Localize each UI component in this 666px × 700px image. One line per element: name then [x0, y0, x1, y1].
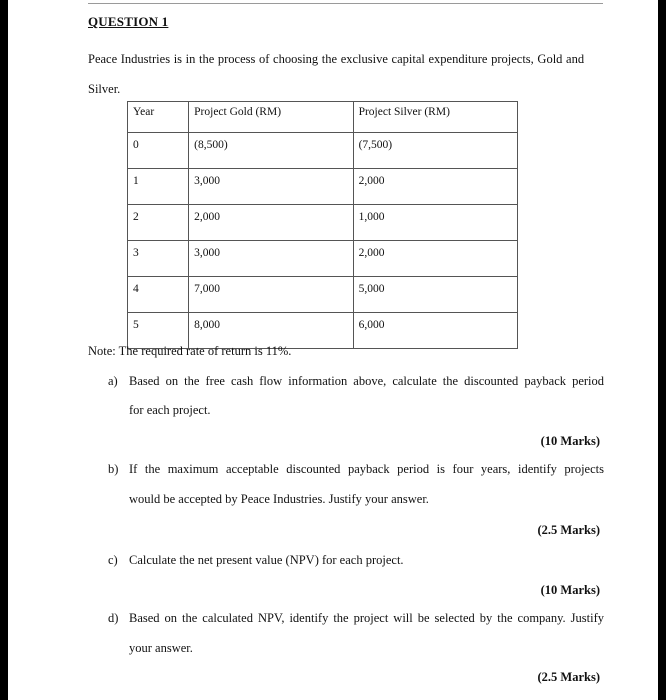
question-a-marks: (10 Marks) — [540, 434, 600, 448]
header-project-gold: Project Gold (RM) — [189, 102, 353, 133]
cell-year: 1 — [128, 169, 189, 205]
cell-year: 0 — [128, 133, 189, 169]
table-row — [128, 169, 518, 205]
cash-flow-table — [127, 101, 518, 349]
cell-year: 4 — [128, 277, 189, 313]
cell-gold: (8,500) — [189, 133, 353, 169]
question-a-continuation: for each project. — [129, 403, 211, 417]
table-header-row — [128, 102, 518, 133]
cell-gold: 8,000 — [189, 313, 353, 349]
question-c-text: Calculate the net present value (NPV) for each project. — [129, 553, 404, 567]
header-year: Year — [128, 102, 189, 133]
cell-silver: 1,000 — [353, 205, 517, 241]
question-d-text: Based on the calculated NPV, identify the project will be selected by the company. Justify — [129, 611, 604, 625]
question-b-marks: (2.5 Marks) — [537, 523, 600, 537]
intro-paragraph: Peace Industries is in the process of choosing the exclusive capital expenditure projects, Gold and Silver. — [88, 52, 585, 96]
question-b-text: If the maximum acceptable discounted payback period is four years, identify projects — [129, 462, 604, 476]
question-d-label: d) — [108, 611, 119, 625]
table-row — [128, 205, 518, 241]
cell-year: 2 — [128, 205, 189, 241]
cell-gold: 2,000 — [189, 205, 353, 241]
cell-gold: 3,000 — [189, 241, 353, 277]
cell-gold: 7,000 — [189, 277, 353, 313]
cell-silver: 5,000 — [353, 277, 517, 313]
document-page — [8, 0, 658, 700]
cell-silver: 2,000 — [353, 169, 517, 205]
header-project-silver: Project Silver (RM) — [353, 102, 517, 133]
question-d-continuation: your answer. — [129, 641, 193, 655]
top-rule — [88, 3, 603, 4]
cell-silver: 2,000 — [353, 241, 517, 277]
question-a-label: a) — [108, 374, 118, 388]
question-c-label: c) — [108, 553, 118, 567]
table-row — [128, 277, 518, 313]
cell-silver: (7,500) — [353, 133, 517, 169]
table-row — [128, 133, 518, 169]
cell-year: 5 — [128, 313, 189, 349]
question-a-text: Based on the free cash flow information above, calculate the discounted payback period — [129, 374, 604, 388]
required-return-note: Note: The required rate of return is 11%. — [88, 344, 292, 358]
cell-silver: 6,000 — [353, 313, 517, 349]
question-d-marks: (2.5 Marks) — [537, 670, 600, 684]
question-c-marks: (10 Marks) — [540, 583, 600, 597]
cell-year: 3 — [128, 241, 189, 277]
question-heading: QUESTION 1 — [88, 14, 169, 29]
question-b-continuation: would be accepted by Peace Industries. Justify your answer. — [129, 492, 429, 506]
question-b-label: b) — [108, 462, 119, 476]
cell-gold: 3,000 — [189, 169, 353, 205]
table-row — [128, 241, 518, 277]
